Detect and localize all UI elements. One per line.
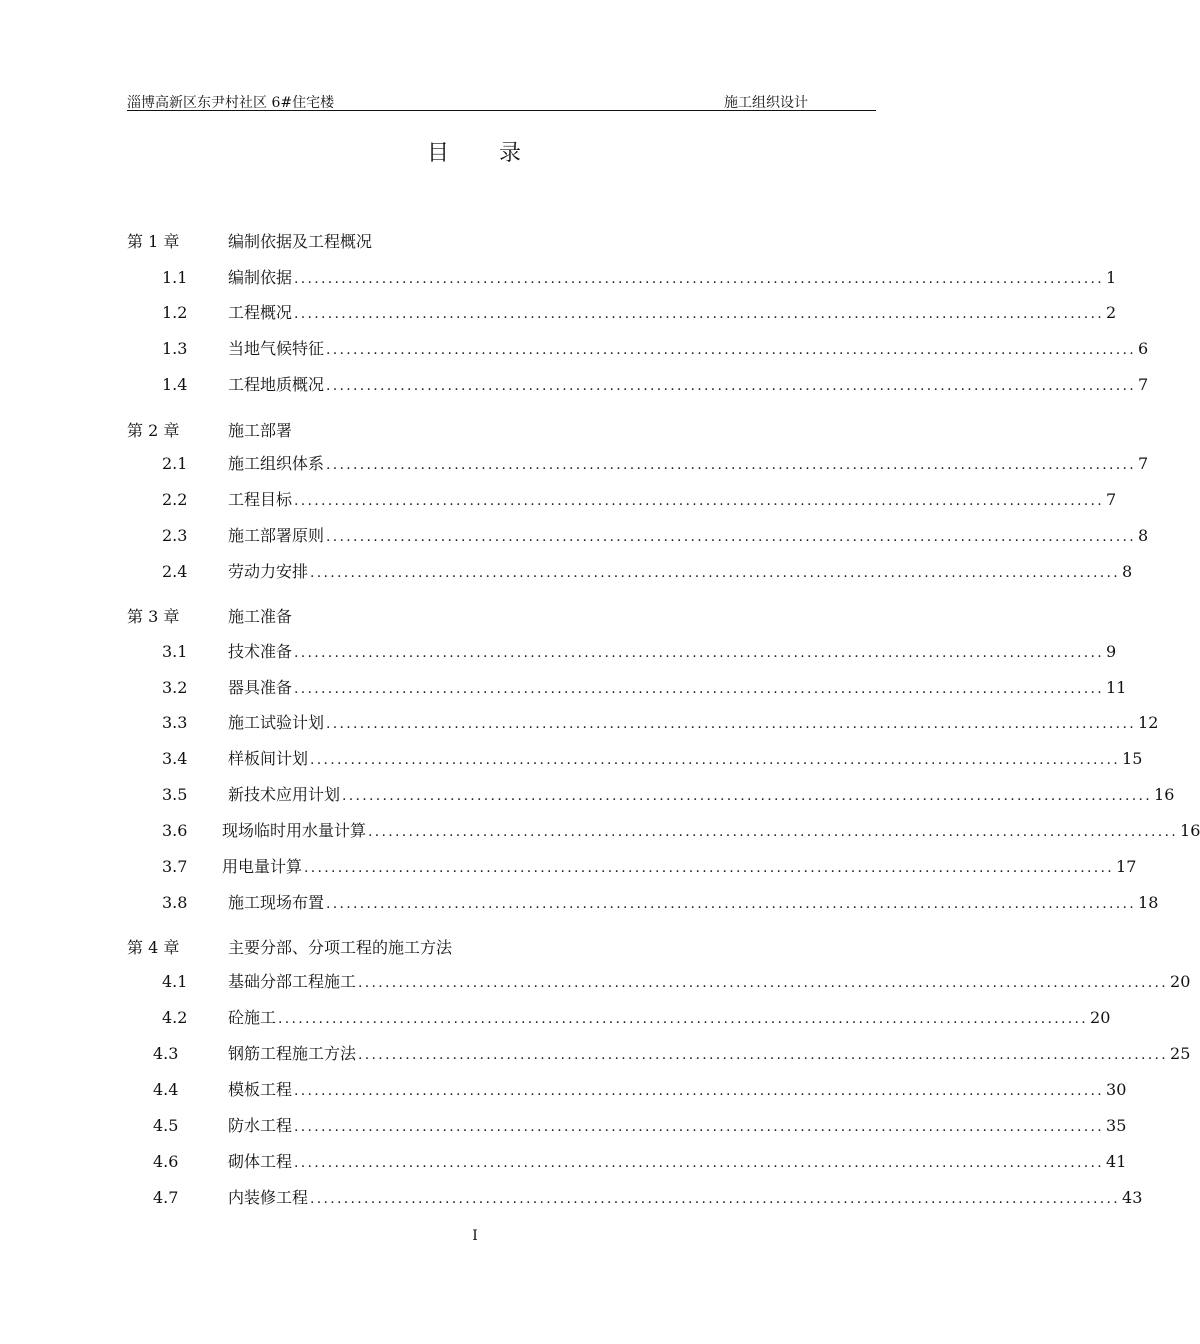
chapter-number: 第 2 章	[127, 421, 180, 440]
dot-leader: ........................................................................................................................	[310, 1191, 1121, 1207]
toc-entry-line	[228, 267, 1117, 290]
section-title: 用电量计算	[222, 857, 303, 876]
toc-entry-line	[228, 338, 1149, 361]
dot-leader: ........................................................................................................................	[294, 271, 1105, 287]
toc-entry-line	[228, 561, 1133, 584]
chapter-title: 编制依据及工程概况	[228, 232, 373, 251]
section-title: 现场临时用水量计算	[222, 821, 367, 840]
section-number: 3.4	[162, 749, 188, 768]
section-title: 基础分部工程施工	[228, 972, 357, 991]
dot-leader: ........................................................................................................................	[294, 306, 1105, 322]
dot-leader: ........................................................................................................................	[326, 342, 1137, 358]
section-title: 钢筋工程施工方法	[228, 1044, 357, 1063]
page-ref: 17	[1116, 857, 1137, 876]
toc-entry-line	[228, 892, 1159, 915]
toc-entry-line	[228, 1151, 1127, 1174]
header-document-type: 施工组织设计	[724, 95, 808, 111]
page-ref: 20	[1170, 972, 1191, 991]
section-number: 3.5	[162, 785, 188, 804]
page-ref: 35	[1106, 1116, 1127, 1135]
section-title: 编制依据	[228, 268, 293, 287]
section-number: 3.8	[162, 893, 188, 912]
page-ref: 16	[1154, 785, 1175, 804]
section-title: 砼施工	[228, 1008, 277, 1027]
page-ref: 9	[1106, 642, 1117, 661]
section-title: 模板工程	[228, 1080, 293, 1099]
dot-leader: ........................................................................................................................	[358, 1047, 1169, 1063]
section-number: 3.2	[162, 678, 188, 697]
page-ref: 1	[1106, 268, 1117, 287]
dot-leader: ........................................................................................................................	[304, 860, 1115, 876]
section-title: 当地气候特征	[228, 339, 325, 358]
section-title: 新技术应用计划	[228, 785, 341, 804]
page-ref: 7	[1138, 454, 1149, 473]
page-ref: 15	[1122, 749, 1143, 768]
section-title: 施工试验计划	[228, 713, 325, 732]
toc-entry-line	[228, 784, 1175, 807]
page-ref: 16	[1180, 821, 1200, 840]
section-number: 1.2	[162, 303, 188, 322]
toc-entry-line	[228, 489, 1117, 512]
page-ref: 43	[1122, 1188, 1143, 1207]
section-title: 施工现场布置	[228, 893, 325, 912]
page-ref: 12	[1138, 713, 1159, 732]
section-number: 1.1	[162, 268, 188, 287]
section-title: 砌体工程	[228, 1152, 293, 1171]
toc-entry-line	[228, 748, 1143, 771]
page-ref: 7	[1106, 490, 1117, 509]
page-ref: 6	[1138, 339, 1149, 358]
page-ref: 7	[1138, 375, 1149, 394]
page-ref: 25	[1170, 1044, 1191, 1063]
section-number: 4.4	[153, 1080, 179, 1099]
section-title: 劳动力安排	[228, 562, 309, 581]
header-divider	[127, 110, 876, 111]
dot-leader: ........................................................................................................................	[342, 788, 1153, 804]
section-title: 工程概况	[228, 303, 293, 322]
toc-entry-line	[228, 971, 1191, 994]
section-number: 4.3	[153, 1044, 179, 1063]
section-number: 3.3	[162, 713, 188, 732]
dot-leader: ........................................................................................................................	[368, 824, 1179, 840]
toc-entry-line	[228, 1187, 1143, 1210]
toc-entry-line	[228, 1115, 1127, 1138]
page-ref: 30	[1106, 1080, 1127, 1099]
dot-leader: ........................................................................................................................	[278, 1011, 1089, 1027]
toc-entry-line	[228, 302, 1117, 325]
section-number: 2.2	[162, 490, 188, 509]
section-number: 2.3	[162, 526, 188, 545]
section-title: 施工组织体系	[228, 454, 325, 473]
section-title: 工程目标	[228, 490, 293, 509]
section-number: 4.1	[162, 972, 188, 991]
section-number: 4.6	[153, 1152, 179, 1171]
toc-entry-line	[228, 374, 1149, 397]
dot-leader: ........................................................................................................................	[326, 378, 1137, 394]
toc-entry-line	[228, 1043, 1191, 1066]
header-project-name: 淄博高新区东尹村社区 6#住宅楼	[127, 95, 335, 111]
chapter-title: 主要分部、分项工程的施工方法	[228, 938, 453, 957]
page-ref: 8	[1122, 562, 1133, 581]
dot-leader: ........................................................................................................................	[294, 1083, 1105, 1099]
dot-leader: ........................................................................................................................	[294, 645, 1105, 661]
section-title: 样板间计划	[228, 749, 309, 768]
page-ref: 18	[1138, 893, 1159, 912]
toc-entry-line	[228, 712, 1159, 735]
chapter-title: 施工准备	[228, 607, 293, 626]
toc-entry-line	[228, 1007, 1111, 1030]
section-title: 内装修工程	[228, 1188, 309, 1207]
dot-leader: ........................................................................................................................	[326, 896, 1137, 912]
section-number: 2.1	[162, 454, 188, 473]
section-title: 技术准备	[228, 642, 293, 661]
toc-entry-line	[228, 677, 1127, 700]
section-title: 工程地质概况	[228, 375, 325, 394]
chapter-number: 第 1 章	[127, 232, 180, 251]
toc-entry-line	[222, 856, 1137, 879]
section-number: 3.1	[162, 642, 188, 661]
toc-entry-line	[228, 1079, 1127, 1102]
title-part-1: 目	[426, 141, 451, 166]
section-title: 防水工程	[228, 1116, 293, 1135]
dot-leader: ........................................................................................................................	[326, 529, 1137, 545]
dot-leader: ........................................................................................................................	[294, 493, 1105, 509]
toc-entry-line	[228, 641, 1117, 664]
dot-leader: ........................................................................................................................	[358, 975, 1169, 991]
dot-leader: ........................................................................................................................	[326, 716, 1137, 732]
dot-leader: ........................................................................................................................	[294, 681, 1105, 697]
title-part-2: 录	[499, 141, 524, 166]
dot-leader: ........................................................................................................................	[310, 565, 1121, 581]
section-number: 2.4	[162, 562, 188, 581]
page-title	[0, 136, 950, 167]
section-number: 1.4	[162, 375, 188, 394]
toc-entry-line	[222, 820, 1200, 843]
section-number: 1.3	[162, 339, 188, 358]
section-number: 4.5	[153, 1116, 179, 1135]
dot-leader: ........................................................................................................................	[326, 457, 1137, 473]
section-title: 器具准备	[228, 678, 293, 697]
section-number: 3.7	[162, 857, 188, 876]
section-number: 3.6	[162, 821, 188, 840]
section-number: 4.2	[162, 1008, 188, 1027]
page-number: I	[472, 1228, 478, 1244]
chapter-number: 第 4 章	[127, 938, 180, 957]
toc-entry-line	[228, 453, 1149, 476]
page-ref: 8	[1138, 526, 1149, 545]
page-ref: 2	[1106, 303, 1117, 322]
dot-leader: ........................................................................................................................	[310, 752, 1121, 768]
page-ref: 11	[1106, 678, 1127, 697]
page-ref: 20	[1090, 1008, 1111, 1027]
dot-leader: ........................................................................................................................	[294, 1155, 1105, 1171]
section-number: 4.7	[153, 1188, 179, 1207]
chapter-title: 施工部署	[228, 421, 293, 440]
toc-entry-line	[228, 525, 1149, 548]
section-title: 施工部署原则	[228, 526, 325, 545]
dot-leader: ........................................................................................................................	[294, 1119, 1105, 1135]
page-ref: 41	[1106, 1152, 1127, 1171]
chapter-number: 第 3 章	[127, 607, 180, 626]
